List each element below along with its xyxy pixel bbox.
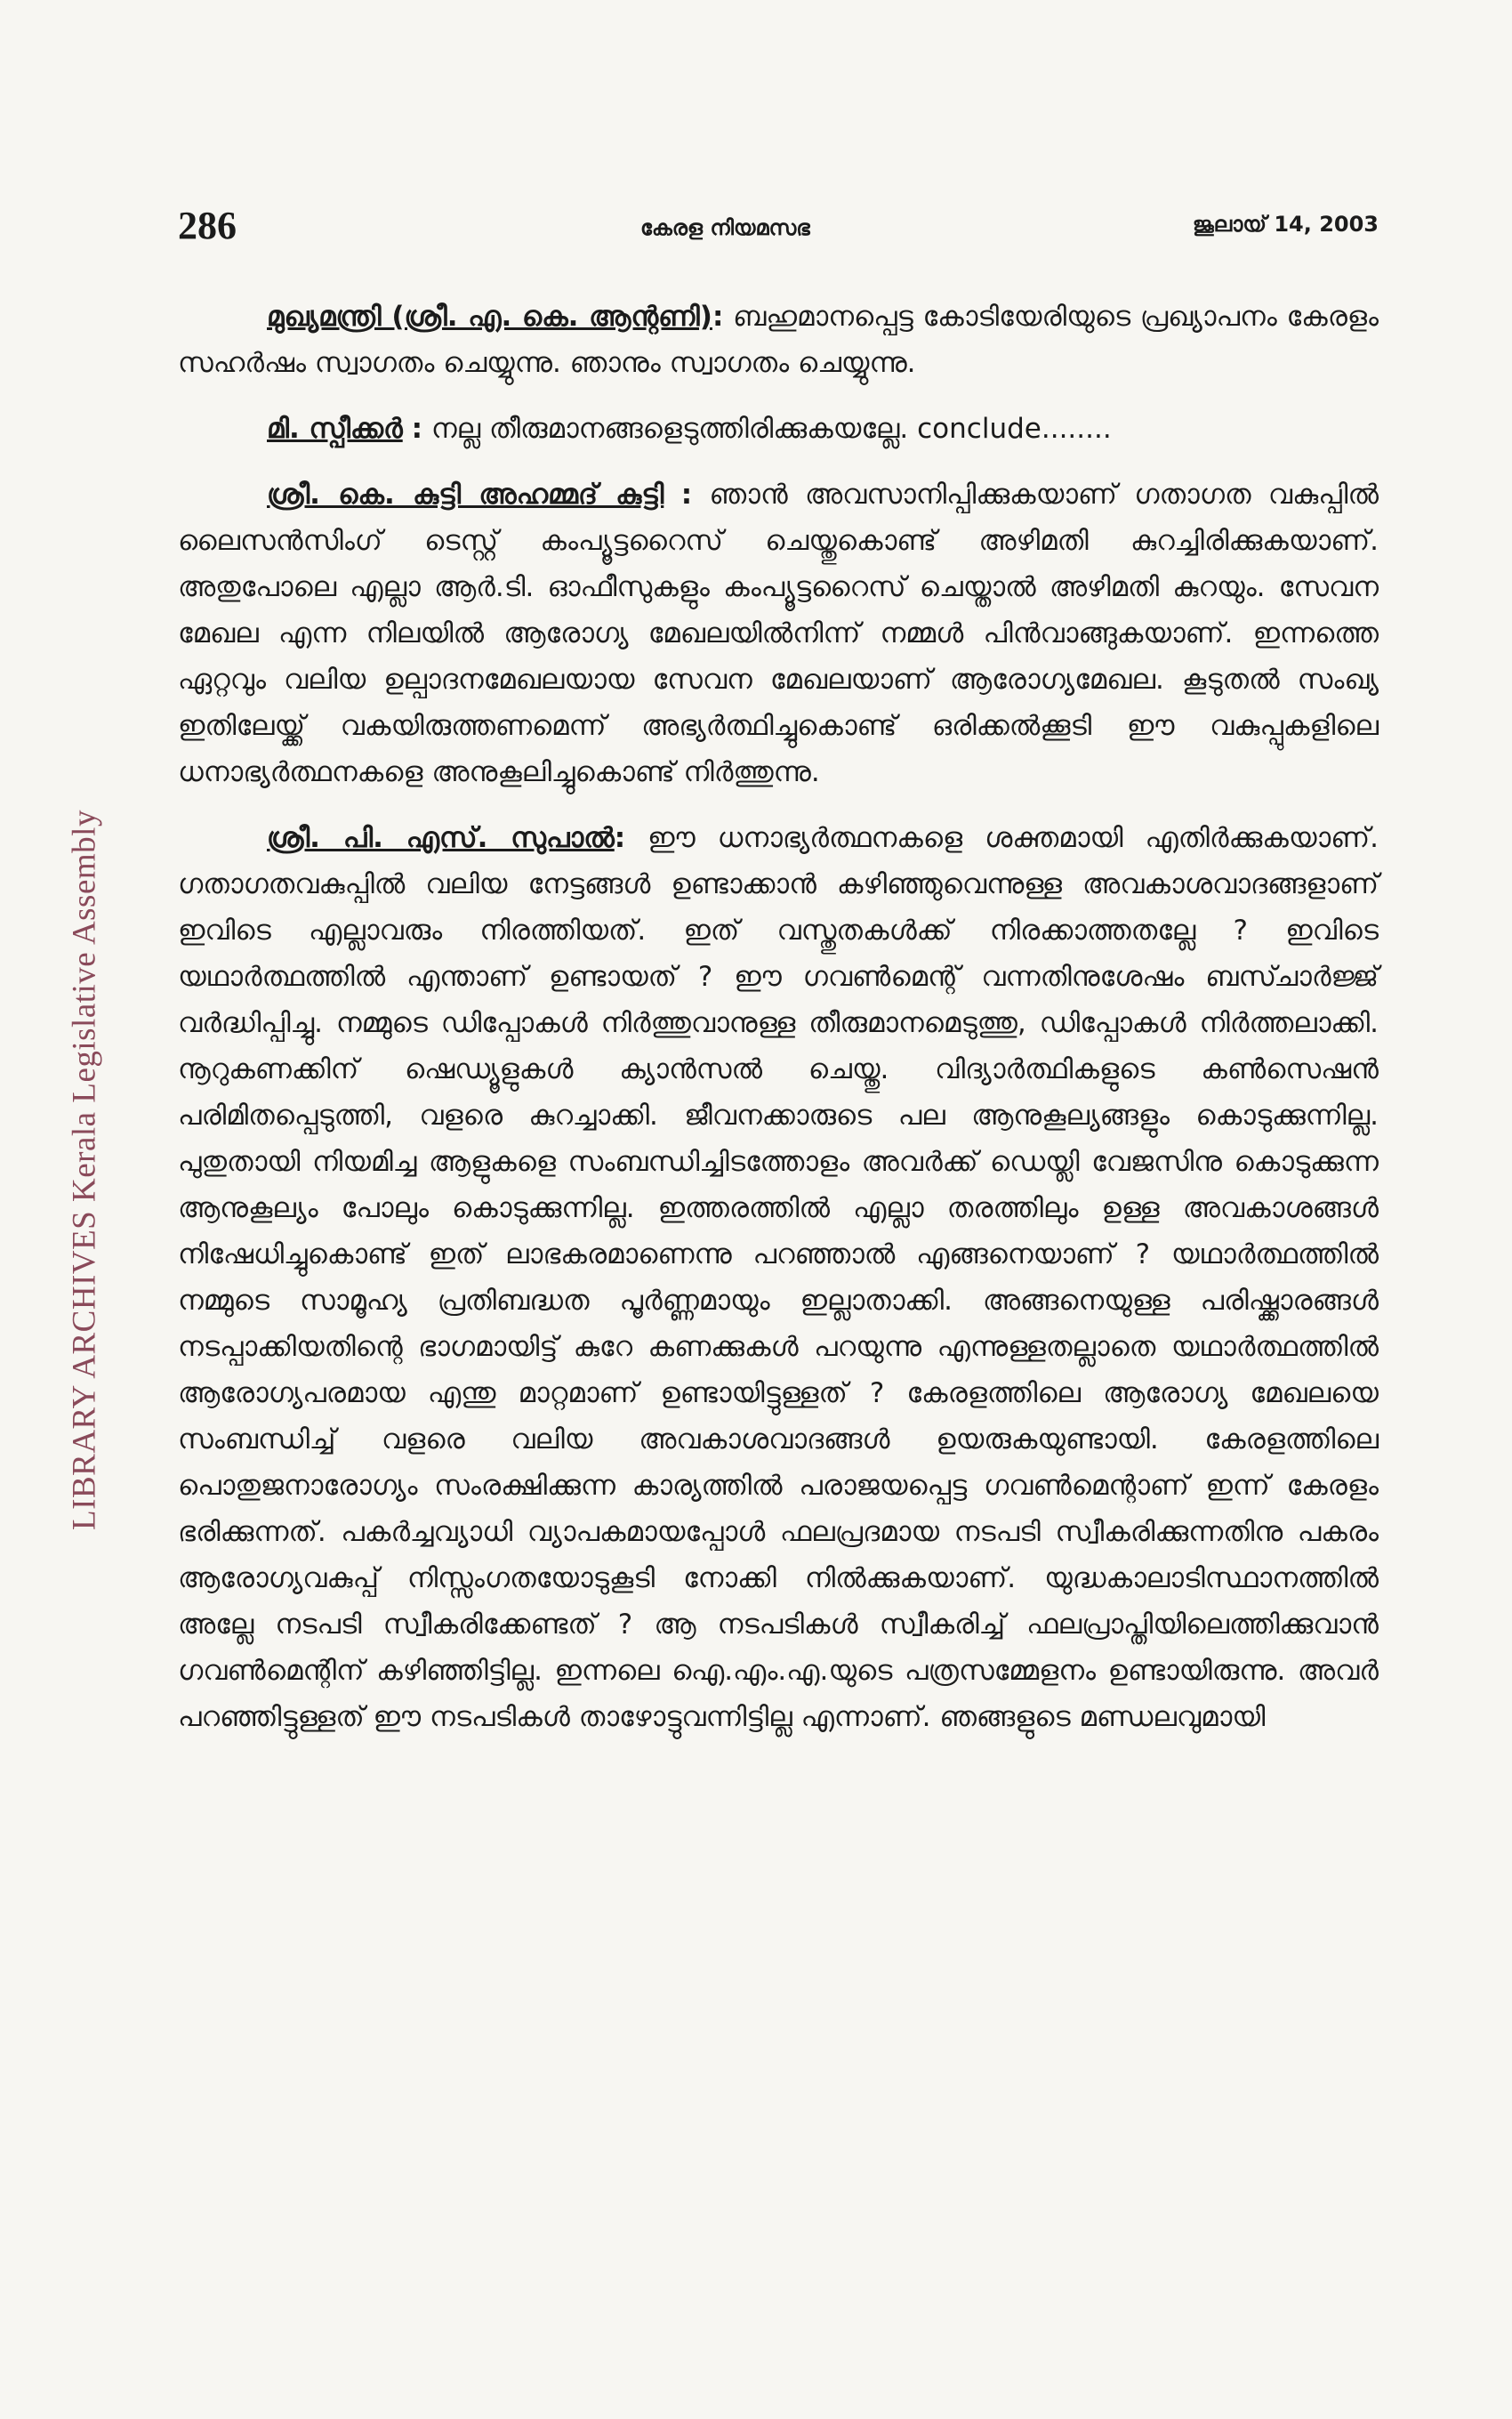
speech-text: ഈ ധനാഭ്യർത്ഥനകളെ ശക്തമായി എതിർക്കുകയാണ്. ഗതാഗതവകുപ്പിൽ വലിയ നേട്ടങ്ങൾ ഉണ്ടാക്കാൻ കഴിഞ്ഞുവെന്നുള്ള അവകാശവാദങ്ങളാണ് ഇവിടെ എല്ലാവരും നിരത്തിയത്. ഇത് വസ്തുതകൾക്ക് നിരക്കാത്തതല്ലേ ? ഇവിടെ യഥാർത്ഥത്തിൽ എന്താണ് ഉണ്ടായത് ? ഈ ഗവൺമെന്റ് വന്നതിനുശേഷം ബസ്ചാർജ്ജ് വർദ്ധിപ്പിച്ചു. നമ്മുടെ ഡിപ്പോകൾ നിർത്തുവാനുള്ള തീരുമാനമെടുത്തു, ഡിപ്പോകൾ നിർത്തലാക്കി. നൂറുകണക്കിന് ഷെഡ്യൂളുകൾ ക്യാൻസൽ ചെയ്തു. വിദ്യാർത്ഥികളുടെ കൺസെഷൻ പരിമിതപ്പെടുത്തി, വളരെ കുറച്ചാക്കി. ജീവനക്കാരുടെ പല ആനുകൂല്യങ്ങളും കൊടുക്കുന്നില്ല. പുതുതായി നിയമിച്ച ആളുകളെ സംബന്ധിച്ചിടത്തോളം അവർക്ക് ഡെയ്ലി വേജസിനു കൊടുക്കുന്ന ആനുകൂല്യം പോലും കൊടുക്കുന്നില്ല. ഇത്തരത്തിൽ എല്ലാ തരത്തിലും ഉള്ള അവകാശങ്ങൾ നിഷേധിച്ചുകൊണ്ട് ഇത് ലാഭകരമാണെന്നു പറഞ്ഞാൽ എങ്ങനെയാണ് ? യഥാർത്ഥത്തിൽ നമ്മുടെ സാമൂഹ്യ പ്രതിബദ്ധത പൂർണ്ണമായും ഇല്ലാതാക്കി. അങ്ങനെയുള്ള പരിഷ്ക്കാരങ്ങൾ നടപ്പാക്കിയതിന്റെ ഭാഗമായിട്ട് കുറേ കണക്കുകൾ പറയുന്നു എന്നുള്ളതല്ലാതെ യഥാർത്ഥത്തിൽ ആരോഗ്യപരമായ എന്തു മാറ്റമാണ് ഉണ്ടായിട്ടുള്ളത് ? കേരളത്തിലെ ആരോഗ്യ മേഖലയെ സംബന്ധിച്ച് വളരെ വലിയ അവകാശവാദങ്ങൾ ഉയരുകയുണ്ടായി. കേരളത്തിലെ പൊതുജനാരോഗ്യം സംരക്ഷിക്കുന്ന കാര്യത്തിൽ പരാജയപ്പെട്ട ഗവൺമെന്റാണ് ഇന്ന് കേരളം ഭരിക്കുന്നത്. പകർച്ചവ്യാധി വ്യാപകമായപ്പോൾ ഫലപ്രദമായ നടപടി സ്വീകരിക്കുന്നതിനു പകരം ആരോഗ്യവകുപ്പ് നിസ്സംഗതയോടുകൂടി നോക്കി നിൽക്കുകയാണ്. യുദ്ധകാലാടിസ്ഥാനത്തിൽ അല്ലേ നടപടി സ്വീകരിക്കേണ്ടത് ? ആ നടപടികൾ സ്വീകരിച്ച് ഫലപ്രാപ്തിയിലെത്തിക്കുവാൻ ഗവൺമെന്റിന് കഴിഞ്ഞിട്ടില്ല. ഇന്നലെ ഐ.എം.എ.യുടെ പത്രസമ്മേളനം ഉണ്ടായിരുന്നു. അവർ പറഞ്ഞിട്ടുള്ളത് ഈ നടപടികൾ താഴോട്ടുവന്നിട്ടില്ല എന്നാണ്. ഞങ്ങളുടെ മണ്ഡലവുമായി — [178, 822, 1379, 1733]
paragraph-3 — [178, 472, 1379, 795]
page-body — [178, 294, 1379, 1760]
speech-text: ബഹുമാനപ്പെട്ട കോടിയേരിയുടെ പ്രഖ്യാപനം കേരളം സഹർഷം സ്വാഗതം ചെയ്യുന്നു. ഞാനും സ്വാഗതം ചെയ്യുന്നു. — [178, 301, 1379, 379]
speaker-colon: : — [614, 822, 626, 854]
paragraph-1 — [178, 294, 1379, 386]
speaker-colon: : — [680, 479, 693, 511]
paragraph-4 — [178, 815, 1379, 1740]
page-header — [178, 203, 1379, 256]
paragraph-2 — [178, 406, 1379, 452]
speaker-name: മി. സ്പീക്കർ — [267, 413, 403, 445]
header-date: ജൂലായ് 14, 2003 — [1192, 212, 1379, 237]
speech-text: നല്ല തീരുമാനങ്ങളെടുത്തിരിക്കുകയല്ലേ. conclude........ — [430, 413, 1112, 445]
speaker-name: ശ്രീ. പി. എസ്. സുപാൽ — [267, 822, 615, 854]
archive-stamp: LIBRARY ARCHIVES Kerala Legislative Assembly — [66, 810, 103, 1530]
page-number: 286 — [178, 204, 237, 247]
speaker-name: ശ്രീ. കെ. കുട്ടി അഹമ്മദ് കുട്ടി — [267, 479, 664, 511]
speaker-colon: : — [411, 413, 422, 445]
speech-text: ഞാൻ അവസാനിപ്പിക്കുകയാണ് ഗതാഗത വകുപ്പിൽ ലൈസൻസിംഗ് ടെസ്റ്റ് കംപ്യൂട്ടറൈസ് ചെയ്തുകൊണ്ട് അഴിമതി കുറച്ചിരിക്കുകയാണ്. അതുപോലെ എല്ലാ ആർ.ടി. ഓഫീസുകളും കംപ്യൂട്ടറൈസ് ചെയ്താൽ അഴിമതി കുറയും. സേവന മേഖല എന്ന നിലയിൽ ആരോഗ്യ മേഖലയിൽനിന്ന് നമ്മൾ പിൻവാങ്ങുകയാണ്. ഇന്നത്തെ ഏറ്റവും വലിയ ഉല്പാദനമേഖലയായ സേവന മേഖലയാണ് ആരോഗ്യമേഖല. കൂടുതൽ സംഖ്യ ഇതിലേയ്ക്ക് വകയിരുത്തണമെന്ന് അഭ്യർത്ഥിച്ചുകൊണ്ട് ഒരിക്കൽക്കൂടി ഈ വകുപ്പുകളിലെ ധനാഭ്യർത്ഥനകളെ അനുകൂലിച്ചുകൊണ്ട് നിർത്തുന്നു. — [178, 479, 1379, 788]
header-title: കേരള നിയമസഭ — [640, 215, 810, 240]
speaker-name: മുഖ്യമന്ത്രി (ശ്രീ. എ. കെ. ആന്റണി) — [267, 301, 712, 333]
speaker-colon: : — [712, 301, 724, 333]
